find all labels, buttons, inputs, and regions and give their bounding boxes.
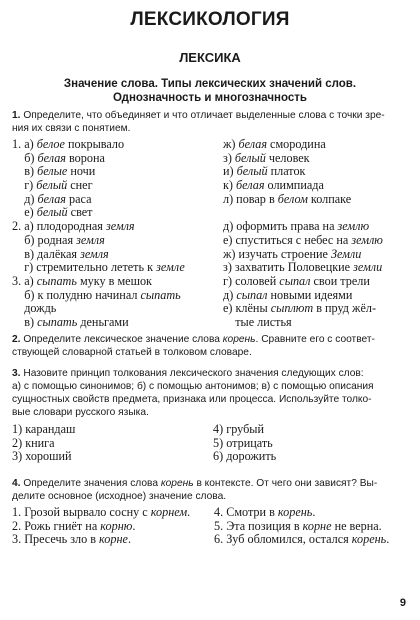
task-1-item-right xyxy=(223,302,376,316)
task-1-item-left xyxy=(12,289,181,303)
task-1-item-left-keyword: сыпать xyxy=(140,287,181,302)
task-1-item-right-pre: к) xyxy=(223,178,237,193)
task-4-sentence-right-pre: 6. Зуб обломился, остался xyxy=(214,532,352,547)
task-4-number: 4. xyxy=(12,478,21,489)
task-1-item-right xyxy=(223,275,370,289)
task-1-row xyxy=(12,220,412,234)
task-1-number: 1. xyxy=(12,110,21,121)
task-1-item-left-post: муку в мешок xyxy=(76,273,152,288)
task-4-sentence-right-post: . xyxy=(312,505,316,519)
task-1-item-left-pre: е) xyxy=(12,205,37,220)
task-1-item-right-keyword: земли xyxy=(353,260,383,275)
task-1-item-right-pre: ж) изучать строение xyxy=(223,246,331,261)
task-4-sentence-right xyxy=(214,520,382,534)
task-1-item-right-post: олимпиада xyxy=(264,178,324,193)
task-4-sentence-left-pre: 2. Рожь гниёт на xyxy=(12,518,101,533)
task-1-item-left-pre: в) xyxy=(12,314,38,329)
task-1-row xyxy=(12,165,412,179)
task-1-item-right-post: человек xyxy=(265,150,310,165)
task-3-text-line1: Назовите принцип толкования лексического значения следующих слов: xyxy=(20,368,364,379)
task-4-sentence-left-post: . xyxy=(132,518,136,533)
task-4-sentence-right-pre: 5. Эта позиция в xyxy=(214,518,303,533)
task-1-item-right xyxy=(223,165,305,179)
task-1-item-left-post: ворона xyxy=(65,150,105,165)
task-4-sentence-right-keyword: корень xyxy=(277,505,313,519)
task-1-row xyxy=(12,302,412,316)
task-3-row xyxy=(12,450,412,464)
task-4-text-pre: Определите значения слова xyxy=(20,478,161,489)
task-1-item-right-pre: г) соловей xyxy=(223,273,280,288)
task-1-row xyxy=(12,248,412,262)
task-1-item-right-post: новыми идеями xyxy=(267,287,353,302)
task-3-word-right: 5) отрицать xyxy=(213,435,273,450)
task-1-item-left-keyword: белый xyxy=(36,205,68,220)
task-1-item-left xyxy=(12,179,93,193)
task-4-sentence-right-post: не верна. xyxy=(331,518,382,533)
task-1-item-left-keyword: белая xyxy=(37,150,66,165)
task-4-sentence-right-keyword: корень xyxy=(351,532,387,547)
task-1-item-right-pre: е) спуститься с небес на xyxy=(223,232,352,247)
task-1-row xyxy=(12,234,412,248)
task-1-item-left-keyword: сыпать xyxy=(37,314,78,329)
task-1-item-left-pre: 2. а) плодородная xyxy=(12,219,106,234)
task-1-item-right-post: смородина xyxy=(267,137,326,151)
subsection-title-line1: Значение слова. Типы лексических значений слов. xyxy=(63,78,357,90)
task-4-sentence-list xyxy=(12,506,412,547)
task-4-keyword: корень xyxy=(160,478,194,489)
task-1-item-right-pre: з) xyxy=(223,150,235,165)
task-1-item-right-keyword: белом xyxy=(277,191,308,206)
task-4-sentence-left-post: . xyxy=(127,532,131,547)
task-3-text-line4: вые словари русского языка. xyxy=(12,407,149,418)
subsection-title xyxy=(0,77,420,105)
task-1-item-left xyxy=(12,152,105,166)
task-3-word-right: 4) грубый xyxy=(213,422,264,436)
task-3-text-line2: а) с помощью синонимов; б) с помощью антонимов; в) с помощью описания xyxy=(12,381,374,392)
task-1-text-line1: Определите, что объединяет и что отличает выделенные слова с точки зре- xyxy=(20,110,385,121)
task-1-item-right xyxy=(223,138,326,152)
task-1-item-left-pre: дождь xyxy=(12,301,57,316)
task-3-prompt xyxy=(12,367,412,419)
task-1-item-right-pre: з) захватить Половецкие xyxy=(223,260,354,275)
task-2-text-line2: ствующей словарной статьей в толковом словаре. xyxy=(12,347,252,358)
task-1-item-right xyxy=(223,261,382,275)
task-2-prompt xyxy=(12,333,412,359)
task-1-row xyxy=(12,261,412,275)
task-1-item-right-pre: е) клёны xyxy=(223,301,271,316)
task-2-number: 2. xyxy=(12,334,21,345)
task-1-item-left-pre: в) далёкая xyxy=(12,246,81,261)
task-1-item-left-keyword: земле xyxy=(156,260,185,275)
task-1-item-right-keyword: белый xyxy=(236,164,268,179)
task-1-item-left-pre: б) родная xyxy=(12,232,77,247)
task-1-item-right-pre: д) xyxy=(223,287,237,302)
task-1-word-list xyxy=(12,138,412,330)
task-1-item-left-keyword: земля xyxy=(76,232,105,247)
task-2-keyword: корень xyxy=(222,334,256,345)
task-1-item-right-pre: и) xyxy=(223,164,237,179)
task-1-row xyxy=(12,179,412,193)
task-4-sentence-left xyxy=(12,533,131,547)
task-4-sentence-right xyxy=(214,506,315,520)
task-1-item-left-post: раса xyxy=(65,191,92,206)
task-4-sentence-right-keyword: корне xyxy=(302,518,332,533)
page-number: 9 xyxy=(399,597,406,609)
task-1-item-left-keyword: земля xyxy=(80,246,109,261)
task-1-item-left-post: снег xyxy=(67,178,93,193)
task-1-item-left-keyword: белый xyxy=(36,178,68,193)
task-1-item-right-pre: ж) xyxy=(223,137,239,151)
task-3-text-line3: сущностных свойств предмета, признака или процесса. Используйте толко- xyxy=(12,394,372,405)
task-1-item-left-keyword: земля xyxy=(105,219,135,234)
task-1-item-left-pre: г) стремительно лететь к xyxy=(12,260,157,275)
task-1-item-left xyxy=(12,206,92,220)
task-3-word-left: 3) хороший xyxy=(12,449,72,464)
task-1-row xyxy=(12,193,412,207)
task-4-sentence-left-pre: 3. Пресечь зло в xyxy=(12,532,100,547)
task-1-item-left-pre: г) xyxy=(12,178,37,193)
task-1-item-right-post: колпаке xyxy=(307,191,352,206)
task-4-row xyxy=(12,520,412,534)
task-1-item-right-keyword: сыплют xyxy=(270,301,314,316)
task-4-sentence-right-pre: 4. Смотри в xyxy=(214,505,278,519)
task-1-row xyxy=(12,289,412,303)
task-1-item-right xyxy=(223,220,369,234)
subsection-title-line2: Однозначность и многозначность xyxy=(113,92,307,104)
task-1-item-left-post: свет xyxy=(67,205,93,220)
task-3-word-right: 6) дорожить xyxy=(213,449,277,464)
task-1-item-right-post: свои трели xyxy=(310,273,370,288)
task-4-sentence-left xyxy=(12,506,190,520)
task-1-item-right xyxy=(223,193,351,207)
task-1-item-right xyxy=(223,289,352,303)
task-1-item-left xyxy=(12,234,105,248)
task-3-word-left: 2) книга xyxy=(12,435,55,450)
task-3-number: 3. xyxy=(12,368,21,379)
task-3-word-list xyxy=(12,423,412,464)
task-1-item-left xyxy=(12,275,152,289)
task-3-word-left: 1) карандаш xyxy=(12,422,76,436)
task-1-row xyxy=(12,138,412,152)
task-1-item-right-pre: д) оформить права на xyxy=(223,219,338,234)
task-1-item-left-pre: д) xyxy=(12,191,38,206)
task-1-row xyxy=(12,316,412,330)
task-4-sentence-left-keyword: корню xyxy=(100,518,133,533)
task-1-prompt xyxy=(12,109,412,135)
task-1-item-right-keyword: белая xyxy=(236,178,265,193)
task-1-item-left-post: ночи xyxy=(67,164,96,179)
task-1-item-right xyxy=(223,316,292,330)
task-1-item-left-pre: 1. а) xyxy=(12,137,37,151)
task-4-sentence-left-pre: 1. Грозой вырвало сосну с xyxy=(12,505,151,519)
task-1-item-left xyxy=(12,138,124,152)
task-4-prompt xyxy=(12,477,412,503)
task-1-item-left-keyword: белое xyxy=(36,137,65,151)
task-1-item-left xyxy=(12,316,129,330)
task-1-item-right-keyword: сыпал xyxy=(279,273,311,288)
task-4-text-post: в контексте. От чего они зависят? Вы- xyxy=(193,478,378,489)
task-1-item-left-pre: в) xyxy=(12,164,38,179)
task-1-item-left-keyword: белые xyxy=(37,164,68,179)
task-1-item-left-pre: 3. а) xyxy=(12,273,37,288)
task-4-text-line2: делите основное (исходное) значение слова. xyxy=(12,491,227,502)
task-1-item-right-keyword: землю xyxy=(351,232,383,247)
section-title: ЛЕКСИКА xyxy=(179,50,241,65)
task-1-item-left-post: деньгами xyxy=(77,314,129,329)
task-1-item-left xyxy=(12,220,135,234)
task-1-row xyxy=(12,275,412,289)
task-4-sentence-left xyxy=(12,520,135,534)
task-1-item-left xyxy=(12,248,109,262)
task-1-item-right-pre: тые листья xyxy=(223,314,292,329)
task-1-item-left-keyword: сыпать xyxy=(36,273,77,288)
task-2-text-post: . Сравните его с соответ- xyxy=(255,334,375,345)
task-1-item-right-post: платок xyxy=(267,164,306,179)
task-1-item-right-keyword: сыпал xyxy=(236,287,268,302)
task-1-item-left-pre: б) к полудню начинал xyxy=(12,287,141,302)
task-1-item-left xyxy=(12,302,56,316)
task-1-item-right-keyword: Земли xyxy=(331,246,362,261)
task-1-item-right xyxy=(223,179,324,193)
task-1-item-left xyxy=(12,165,95,179)
task-4-sentence-left-post: . xyxy=(187,505,191,519)
task-3-row xyxy=(12,423,412,437)
task-4-sentence-right-post: . xyxy=(386,532,390,547)
task-4-sentence-left-keyword: корне xyxy=(99,532,128,547)
task-1-item-right xyxy=(223,152,310,166)
task-1-item-right-keyword: белый xyxy=(234,150,266,165)
task-1-item-right-post: в пруд жёл- xyxy=(313,301,377,316)
task-4-row xyxy=(12,506,412,520)
task-1-item-left xyxy=(12,261,185,275)
task-1-item-left-pre: б) xyxy=(12,150,38,165)
task-1-row xyxy=(12,206,412,220)
task-4-row xyxy=(12,533,412,547)
task-1-item-left-post: покрывало xyxy=(64,137,125,151)
task-1-item-right-keyword: землю xyxy=(337,219,370,234)
task-1-item-right-pre: л) повар в xyxy=(223,191,278,206)
task-1-item-right xyxy=(223,248,361,262)
task-4-sentence-left-keyword: корнем xyxy=(150,505,188,519)
chapter-title: ЛЕКСИКОЛОГИЯ xyxy=(130,9,290,30)
task-1-item-right xyxy=(223,234,383,248)
task-3-row xyxy=(12,437,412,451)
task-4-sentence-right xyxy=(214,533,389,547)
task-1-text-line2: ния их связи с понятием. xyxy=(12,123,131,134)
task-2-text-pre: Определите лексическое значение слова xyxy=(20,334,223,345)
task-1-row xyxy=(12,152,412,166)
task-1-item-left xyxy=(12,193,92,207)
task-1-item-left-keyword: белая xyxy=(37,191,66,206)
task-1-item-right-keyword: белая xyxy=(238,137,267,151)
